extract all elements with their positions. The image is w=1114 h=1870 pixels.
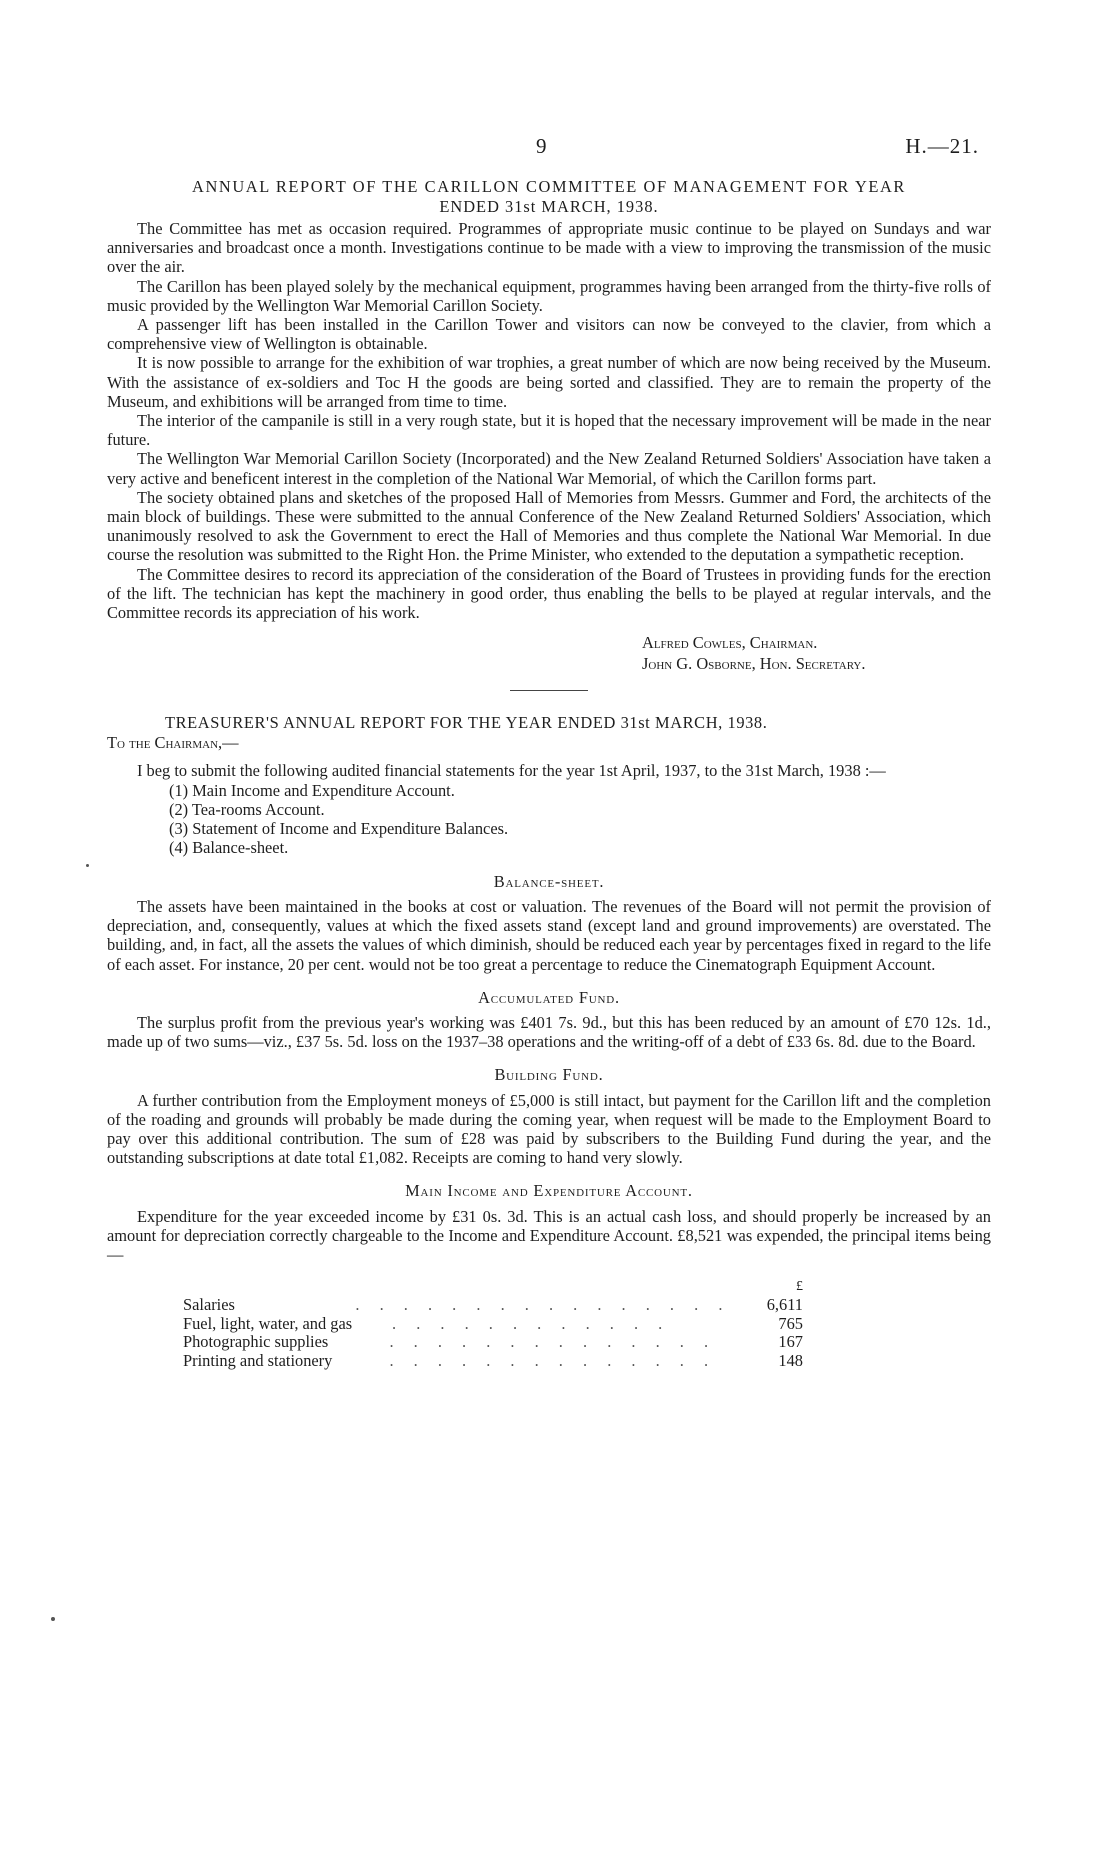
page-header <box>0 134 1114 164</box>
item-amount: 167 <box>778 1332 803 1352</box>
carillon-paragraph: The society obtained plans and sketches of the proposed Hall of Memories from Messrs. Gummer and Ford, the architects of the main block of buildings. These were submitted to the annual Conference of the New Zealand Returned Soldiers' Association, which unanimously resolved to ask the Government to erect the Hall of Memories and thus complete the National War Memorial. In due course the resolution was submitted to the Right Hon. the Prime Minister, who extended to the deputation a sympathetic reception. <box>107 487 991 565</box>
carillon-report-title: ANNUAL REPORT OF THE CARILLON COMMITTEE OF MANAGEMENT FOR YEAR <box>192 177 906 196</box>
table-row <box>183 1296 803 1315</box>
list-item: (3) Statement of Income and Expenditure Balances. <box>169 819 509 839</box>
currency-header-row <box>183 1278 803 1296</box>
carillon-paragraph: It is now possible to arrange for the exhibition of war trophies, a great number of which are now being received by the Museum. With the assistance of ex-soldiers and Toc H the goods are being sorted and classified. They are to remain the property of the Museum, and exhibitions will be arranged from time to time. <box>107 353 991 411</box>
leader-dots: . . . . . . . . . . . . . . <box>389 1332 717 1352</box>
list-item: (4) Balance-sheet. <box>169 838 289 858</box>
secretary-signature: John G. Osborne, Hon. Secretary. <box>642 653 866 673</box>
carillon-report-title-line2: ENDED 31st MARCH, 1938. <box>439 197 659 216</box>
item-label: Fuel, light, water, and gas <box>183 1313 353 1333</box>
main-account-heading: Main Income and Expenditure Account. <box>405 1181 693 1201</box>
carillon-paragraph: The interior of the campanile is still in a very rough state, but it is hoped that the necessary improvement will be made in the near future. <box>107 411 991 450</box>
carillon-paragraph: The Committee desires to record its appreciation of the consideration of the Board of Trustees in providing funds for the erection of the lift. The technician has kept the machinery in good order, thus enabling the bells to be played at regular intervals, and the Committee records its appreciation of his work. <box>107 564 991 623</box>
table-row <box>183 1315 803 1334</box>
list-item: (2) Tea-rooms Account. <box>169 800 325 820</box>
table-row <box>183 1333 803 1352</box>
treasurer-report-title: TREASURER'S ANNUAL REPORT FOR THE YEAR ENDED 31st MARCH, 1938. <box>165 713 768 733</box>
item-amount: 148 <box>778 1350 803 1370</box>
leader-dots: . . . . . . . . . . . . . . <box>389 1350 717 1370</box>
scan-speck <box>86 864 89 867</box>
currency-symbol: £ <box>796 1279 803 1295</box>
main-account-paragraph: Expenditure for the year exceeded income by £31 0s. 3d. This is an actual cash loss, and should properly be increased by an amount for depreciation correctly chargeable to the Income and Expenditure Account. £8,521 was expended, the principal items being— <box>107 1206 991 1264</box>
item-label: Printing and stationery <box>183 1350 333 1370</box>
statements-list <box>169 781 991 858</box>
scan-speck <box>51 1617 55 1621</box>
carillon-paragraph: A passenger lift has been installed in the Carillon Tower and visitors can now be conveyed to the clavier, from which a comprehensive view of Wellington is obtainable. <box>107 315 991 354</box>
item-label: Salaries <box>183 1295 235 1315</box>
table-row <box>183 1352 803 1371</box>
balance-sheet-paragraph: The assets have been maintained in the books at cost or valuation. The revenues of the Board will not permit the provision of depreciation, and, consequently, values at which the fixed assets stand (except land and ground improvements) are overstated. The building, and, in fact, all the assets the values of which diminish, should be reduced each year by percentages fixed in regard to the life of each asset. For instance, 20 per cent. would not be too great a percentage to reduce the Cinematograph Equipment Account. <box>107 896 991 974</box>
salutation: To the Chairman,— <box>107 733 239 753</box>
accumulated-fund-paragraph: The surplus profit from the previous year's working was £401 7s. 9d., but this has been reduced by an amount of £70 12s. 1d., made up of two sums—viz., £37 5s. 5d. loss on the 1937–38 operations and the writing-off of a debt of £33 6s. 8d. due to the Board. <box>107 1012 991 1052</box>
item-label: Photographic supplies <box>183 1332 329 1352</box>
section-divider <box>510 690 588 691</box>
expenditure-table <box>183 1278 803 1370</box>
carillon-paragraph: The Carillon has been played solely by the mechanical equipment, programmes having been arranged from the thirty-five rolls of music provided by the Wellington War Memorial Carillon Society. <box>107 276 991 315</box>
carillon-paragraph: The Committee has met as occasion required. Programmes of appropriate music continue to be played on Sundays and war anniversaries and broadcast once a month. Investigations continue to be made with a view to improving the transmission of the music over the air. <box>107 219 991 277</box>
balance-sheet-heading: Balance-sheet. <box>493 871 605 891</box>
leader-dots: . . . . . . . . . . . . . . . . <box>355 1295 731 1315</box>
page-content <box>107 178 991 1370</box>
building-fund-heading: Building Fund. <box>494 1065 604 1085</box>
page-number: 9 <box>536 134 547 158</box>
accumulated-fund-heading: Accumulated Fund. <box>478 987 620 1007</box>
list-item: (1) Main Income and Expenditure Account. <box>169 780 455 800</box>
item-amount: 6,611 <box>766 1295 803 1315</box>
chairman-signature: Alfred Cowles, Chairman. <box>642 633 818 653</box>
leader-dots: . . . . . . . . . . . . <box>392 1313 671 1333</box>
building-fund-paragraph: A further contribution from the Employment moneys of £5,000 is still intact, but payment for the Carillon lift and the completion of the roading and grounds will probably be made during the coming year, when request will be made to the Employment Board to pay over this additional contribution. The sum of £28 was paid by subscribers to the Building Fund during the year, and the outstanding subscriptions at date total £1,082. Receipts are coming to hand very slowly. <box>107 1090 991 1168</box>
signature-block <box>642 633 991 674</box>
item-amount: 765 <box>778 1313 803 1333</box>
document-reference: H.—21. <box>905 134 979 158</box>
carillon-paragraph: The Wellington War Memorial Carillon Society (Incorporated) and the New Zealand Returned Soldiers' Association have taken a very active and beneficent interest in the completion of the National War Memorial, of which the Carillon forms part. <box>107 449 991 488</box>
treasurer-intro: I beg to submit the following audited financial statements for the year 1st April, 1937, to the 31st March, 1938 :— <box>137 760 886 780</box>
